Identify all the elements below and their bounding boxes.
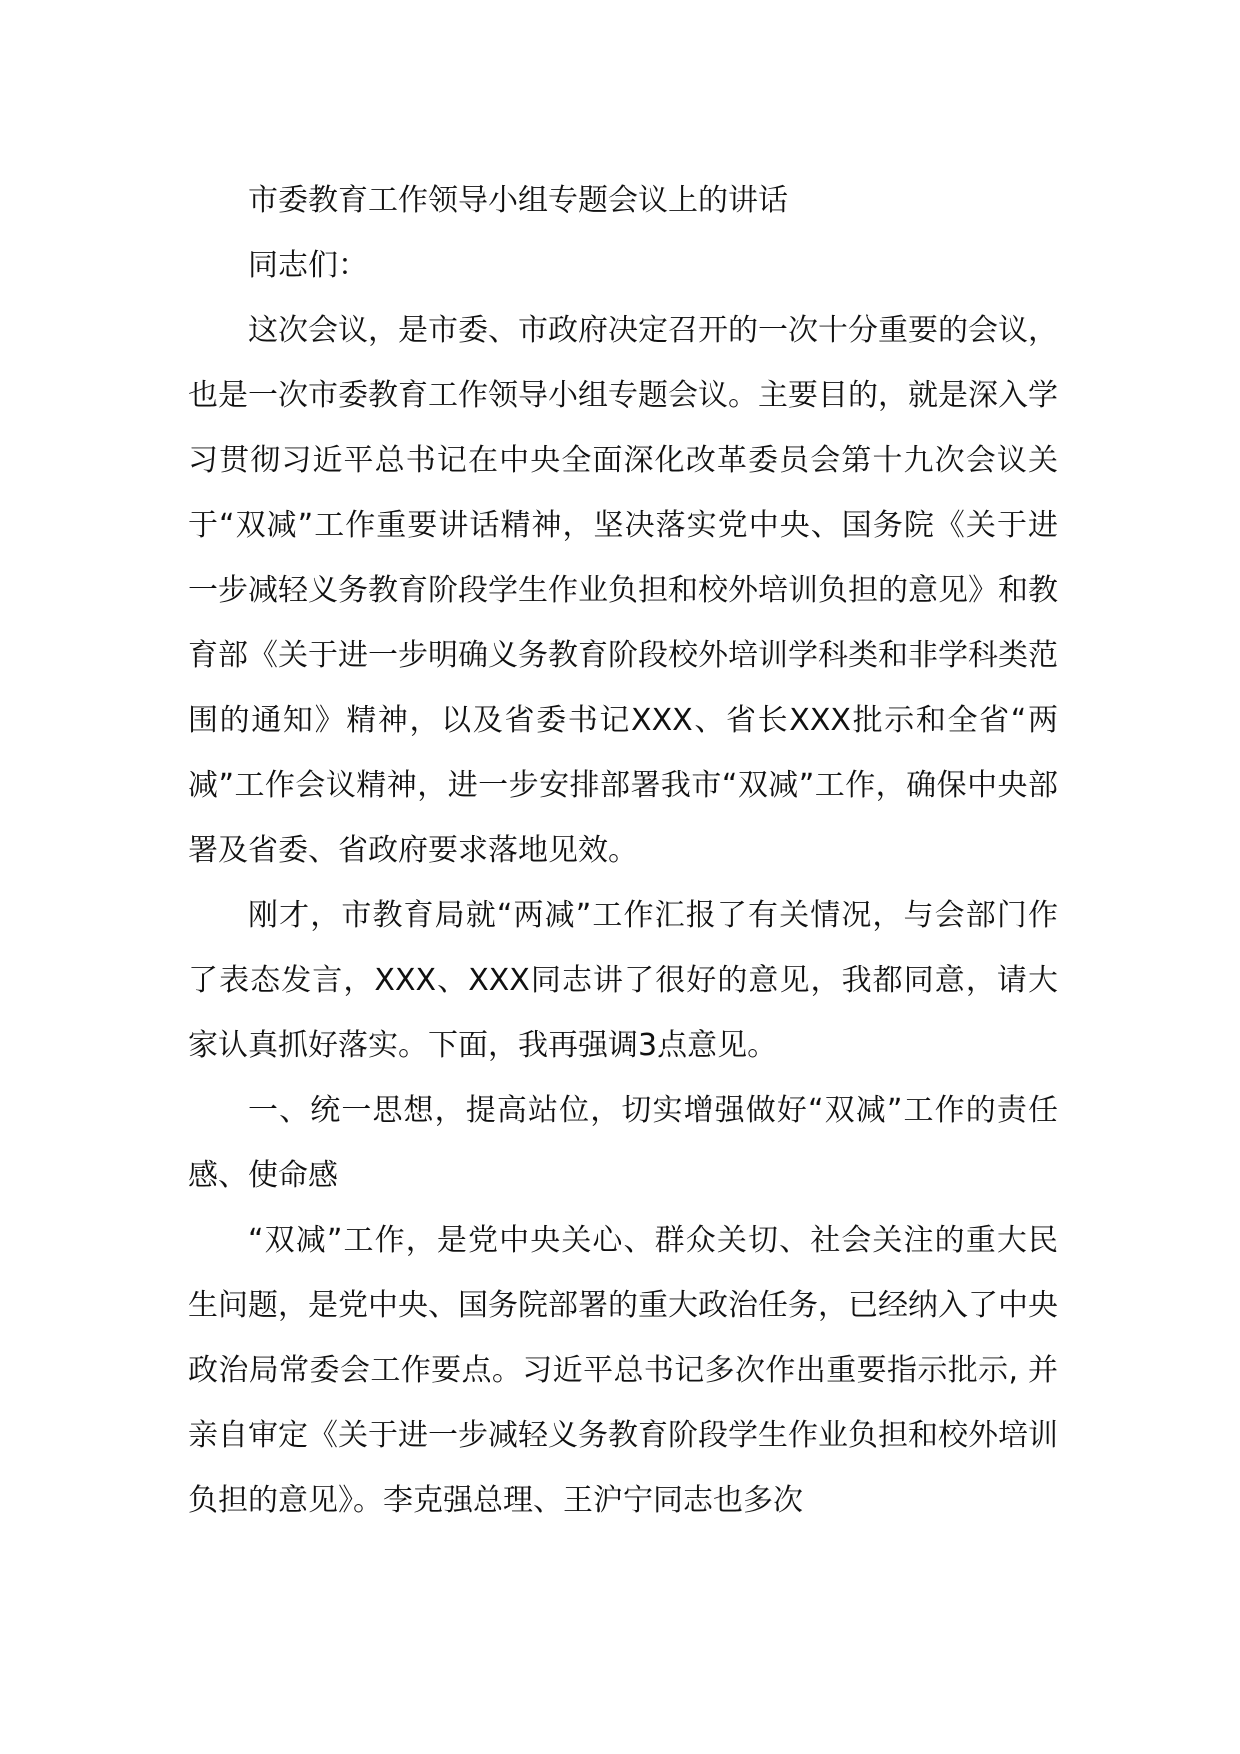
salutation: 同志们： <box>248 248 368 283</box>
paragraph: 刚才，市教育局就“两减”工作汇报了有关情况，与会部门作了表态发言，XXX、XXX同志讲了很好的意见，我都同意，请大家认真抓好落实。下面，我再强调3点意见。 <box>188 898 1058 1063</box>
document-title: 市委教育工作领导小组专题会议上的讲话 <box>248 183 788 218</box>
section-heading: 一、统一思想，提高站位，切实增强做好“双减”工作的责任感、使命感 <box>188 1093 1058 1193</box>
paragraph: “双减”工作，是党中央关心、群众关切、社会关注的重大民生问题，是党中央、国务院部署的重大政治任务，已经纳入了中央政治局常委会工作要点。习近平总书记多次作出重要指示批示, 并亲自审定《关于进一步减轻义务教育阶段学生作业负担和校外培训负担的意见》。李克强总理、王沪宁同志也多次 <box>188 1223 1058 1518</box>
document-body <box>188 168 1058 1533</box>
paragraph: 这次会议，是市委、市政府决定召开的一次十分重要的会议，也是一次市委教育工作领导小组专题会议。主要目的，就是深入学习贯彻习近平总书记在中央全面深化改革委员会第十九次会议关于“双减”工作重要讲话精神，坚决落实党中央、国务院《关于进一步减轻义务教育阶段学生作业负担和校外培训负担的意见》和教育部《关于进一步明确义务教育阶段校外培训学科类和非学科类范围的通知》精神，以及省委书记XXX、省长XXX批示和全省“两减”工作会议精神，进一步安排部署我市“双减”工作，确保中央部署及省委、省政府要求落地见效。 <box>188 313 1058 868</box>
